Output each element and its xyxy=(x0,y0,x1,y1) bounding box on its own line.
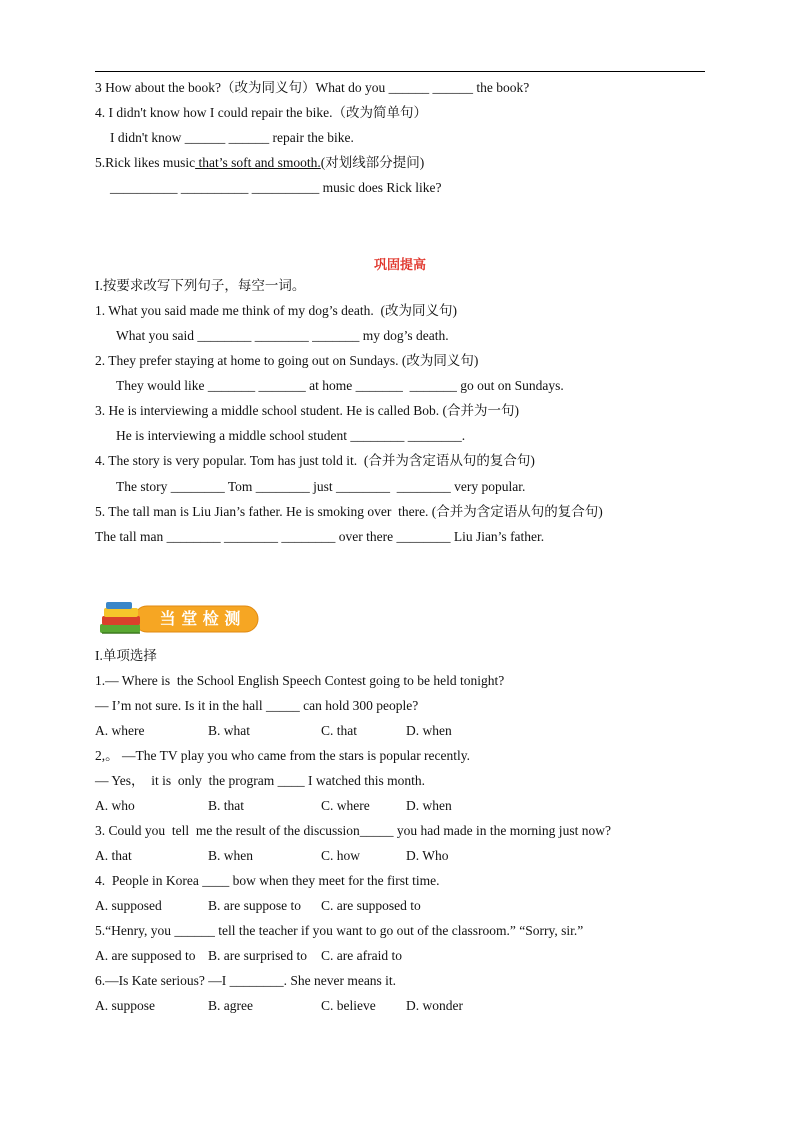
question-5-answer: __________ __________ __________ music does Rick like? xyxy=(110,180,442,195)
q2-option-a: A. who xyxy=(95,798,135,813)
consolidation-answer-3: He is interviewing a middle school student ________ ________. xyxy=(116,428,466,443)
consolidation-question-2: 2. They prefer staying at home to going out on Sundays. (改为同义句) xyxy=(95,353,479,368)
question-4: 4. I didn't know how I could repair the bike.（改为简单句） xyxy=(95,105,428,120)
q6-option-d: D. wonder xyxy=(406,998,463,1013)
q2-option-c: C. where xyxy=(321,798,370,813)
consolidation-question-4: 4. The story is very popular. Tom has just told it. (合并为含定语从句的复合句) xyxy=(95,453,535,468)
test-instruction: I.单项选择 xyxy=(95,648,157,663)
q1-option-b: B. what xyxy=(208,723,250,738)
q3-option-d: D. Who xyxy=(406,848,449,863)
q1-option-c: C. that xyxy=(321,723,357,738)
q1-option-d: D. when xyxy=(406,723,452,738)
header-rule xyxy=(95,71,705,72)
question-3: 3 How about the book?（改为同义句）What do you ______ ______ the book? xyxy=(95,80,530,95)
banner-title: 当 堂 检 测 xyxy=(159,609,241,628)
q6-option-b: B. agree xyxy=(208,998,253,1013)
consolidation-question-3: 3. He is interviewing a middle school student. He is called Bob. (合并为一句) xyxy=(95,403,520,418)
question-4-answer: I didn't know ______ ______ repair the bike. xyxy=(110,130,354,145)
test-question-6: 6.—Is Kate serious? —I ________. She never means it. xyxy=(95,973,397,988)
test-question-1-line-2: — I’m not sure. Is it in the hall _____ can hold 300 people? xyxy=(95,698,419,713)
consolidation-instruction: I.按要求改写下列句子，每空一词。 xyxy=(95,278,306,293)
consolidation-question-5: 5. The tall man is Liu Jian’s father. He is smoking over there. (合并为含定语从句的复合句) xyxy=(95,504,603,519)
q2-option-d: D. when xyxy=(406,798,452,813)
q4-option-b: B. are suppose to xyxy=(208,898,301,913)
consolidation-answer-5: The tall man ________ ________ ________ over there ________ Liu Jian’s father. xyxy=(95,529,545,544)
q4-option-a: A. supposed xyxy=(95,898,162,913)
test-question-3: 3. Could you tell me the result of the discussion_____ you had made in the morning just now? xyxy=(95,823,611,838)
question-5-suffix: (对划线部分提问) xyxy=(320,155,425,170)
q6-option-c: C. believe xyxy=(321,998,376,1013)
test-question-2-line-1: 2,。 —The TV play you who came from the stars is popular recently. xyxy=(95,748,471,763)
q5-option-a: A. are supposed to xyxy=(95,948,196,963)
section-title: 巩固提高 xyxy=(373,258,426,273)
q5-option-b: B. are surprised to xyxy=(208,948,307,963)
q3-option-a: A. that xyxy=(95,848,132,863)
consolidation-question-1: 1. What you said made me think of my dog’s death. (改为同义句) xyxy=(95,303,457,318)
q6-option-a: A. suppose xyxy=(95,998,155,1013)
q1-option-a: A. where xyxy=(95,723,145,738)
q5-option-c: C. are afraid to xyxy=(321,948,402,963)
q3-option-c: C. how xyxy=(321,848,361,863)
consolidation-answer-4: The story ________ Tom ________ just ________ ________ very popular. xyxy=(116,479,526,494)
q2-option-b: B. that xyxy=(208,798,244,813)
consolidation-answer-1: What you said ________ ________ _______ my dog’s death. xyxy=(116,328,449,343)
test-banner xyxy=(96,598,262,640)
test-question-5: 5.“Henry, you ______ tell the teacher if you want to go out of the classroom.” “Sorry, sir.” xyxy=(95,923,584,938)
test-question-4: 4. People in Korea ____ bow when they meet for the first time. xyxy=(95,873,440,888)
q3-option-b: B. when xyxy=(208,848,253,863)
question-5 xyxy=(95,154,424,172)
test-question-1-line-1: 1.— Where is the School English Speech Contest going to be held tonight? xyxy=(95,673,505,688)
question-5-prefix: 5.Rick likes music xyxy=(95,155,196,170)
consolidation-answer-2: They would like _______ _______ at home _______ _______ go out on Sundays. xyxy=(116,378,564,393)
q4-option-c: C. are supposed to xyxy=(321,898,421,913)
test-question-2-line-2: — Yes， it is only the program ____ I watched this month. xyxy=(95,773,425,788)
question-5-underlined: that’s soft and smooth. xyxy=(195,155,321,170)
